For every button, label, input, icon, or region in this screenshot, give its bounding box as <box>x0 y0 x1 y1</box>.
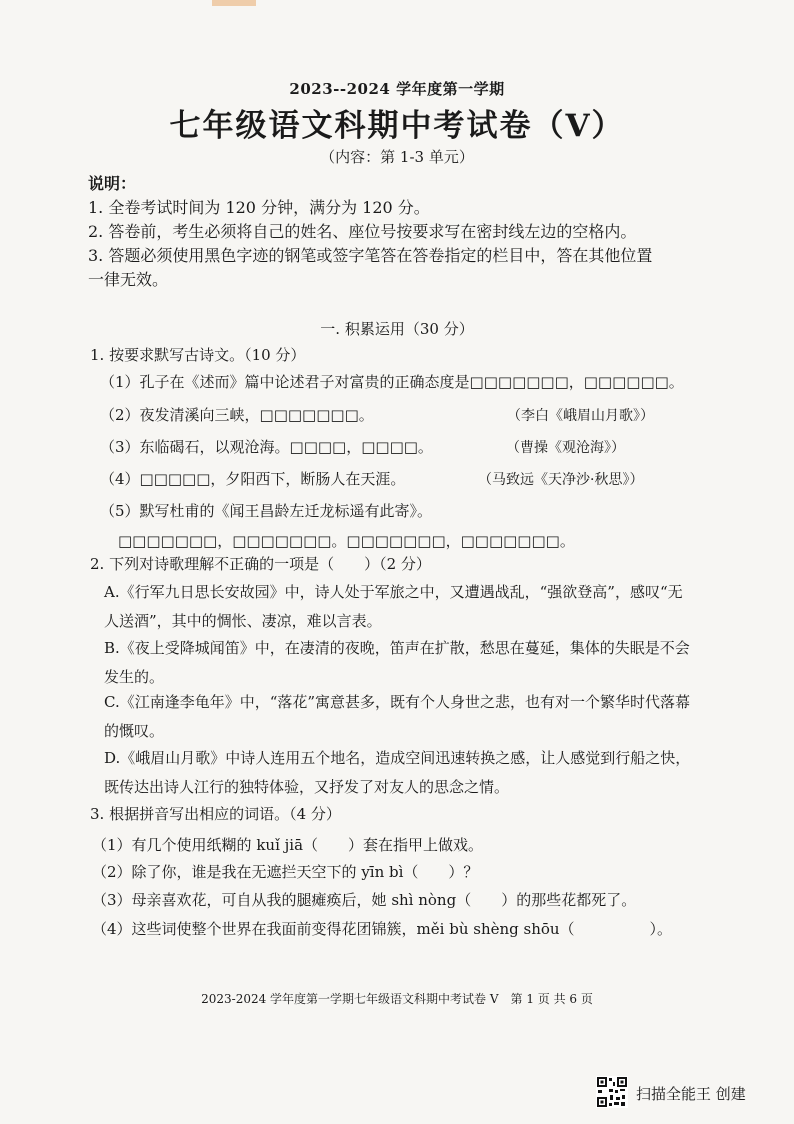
scanner-watermark <box>596 1076 776 1110</box>
term-line: 2023--2024 学年度第一学期 <box>289 80 505 98</box>
instruction-item: 3. 答题必须使用黑色字迹的钢笔或签字笔答在答卷指定的栏目中，答在其他位置 <box>88 246 653 265</box>
q1-item: （1）孔子在《述而》篇中论述君子对富贵的正确态度是□□□□□□□，□□□□□□。 <box>100 373 684 391</box>
q2-option-a: A.《行军九日思长安故园》中，诗人处于军旅之中，又遭遇战乱，“强欲登高”，感叹“无人送酒”，其中的惆怅、凄凉，难以言表。 <box>104 583 683 630</box>
instructions-heading: 说明： <box>88 174 137 193</box>
q3-item: （1）有几个使用纸糊的 kuǐ jiā（ ）套在指甲上做戏。 <box>92 836 484 854</box>
scanner-label: 扫描全能王 创建 <box>636 1085 746 1103</box>
q1-item-source: （马致远《天净沙·秋思》） <box>478 472 644 488</box>
qr-code-icon <box>596 1076 628 1108</box>
section-title: 一. 积累运用（30 分） <box>320 320 474 338</box>
q1-item: （2）夜发清溪向三峡，□□□□□□□。 <box>100 406 374 424</box>
scan-mark <box>212 0 256 6</box>
q1-item: （5）默写杜甫的《闻王昌龄左迁龙标遥有此寄》。 <box>100 502 433 520</box>
q3-item: （3）母亲喜欢花，可自从我的腿瘫痪后，她 shì nòng（ ）的那些花都死了。 <box>92 891 637 909</box>
q1-item-source: （曹操《观沧海》） <box>506 440 625 456</box>
q2-option-b: B.《夜上受降城闻笛》中，在凄清的夜晚，笛声在扩散，愁思在蔓延，集体的失眠是不会发生的。 <box>104 639 690 686</box>
question-1-prompt: 1. 按要求默写古诗文。（10 分） <box>90 346 306 364</box>
page-footer: 2023-2024 学年度第一学期七年级语文科期中考试卷 V 第 1 页 共 6 页 <box>201 992 593 1006</box>
instructions <box>88 172 708 292</box>
q2-option-c: C.《江南逢李龟年》中，“落花”寓意甚多，既有个人身世之悲，也有对一个繁华时代落幕的慨叹。 <box>104 693 691 740</box>
instruction-item: 2. 答卷前，考生必须将自己的姓名、座位号按要求写在密封线左边的空格内。 <box>88 222 637 241</box>
q1-item-source: （李白《峨眉山月歌》） <box>507 408 654 424</box>
instruction-item: 一律无效。 <box>88 270 169 289</box>
q3-item: （2）除了你，谁是我在无遮拦天空下的 yīn bì（ ）？ <box>92 863 479 881</box>
instruction-item: 1. 全卷考试时间为 120 分钟，满分为 120 分。 <box>88 198 430 217</box>
question-3-prompt: 3. 根据拼音写出相应的词语。（4 分） <box>90 805 341 823</box>
question-2-prompt: 2. 下列对诗歌理解不正确的一项是（ ）（2 分） <box>90 555 431 573</box>
q1-item: □□□□□□□，□□□□□□□。□□□□□□□，□□□□□□□。 <box>118 532 575 550</box>
q1-item: （3）东临碣石，以观沧海。□□□□，□□□□。 <box>100 438 433 456</box>
q1-item: （4）□□□□□，夕阳西下，断肠人在天涯。 <box>100 470 406 488</box>
page-title: 七年级语文科期中考试卷（V） <box>169 108 625 144</box>
q2-option-d: D.《峨眉山月歌》中诗人连用五个地名，造成空间迅速转换之感，让人感觉到行船之快，既传达出诗人江行的独特体验，又抒发了对友人的思念之情。 <box>104 749 691 796</box>
content-scope: （内容：第 1-3 单元） <box>320 148 474 166</box>
q3-item: （4）这些词使整个世界在我面前变得花团锦簇，měi bù shèng shōu（ ）。 <box>92 920 673 938</box>
